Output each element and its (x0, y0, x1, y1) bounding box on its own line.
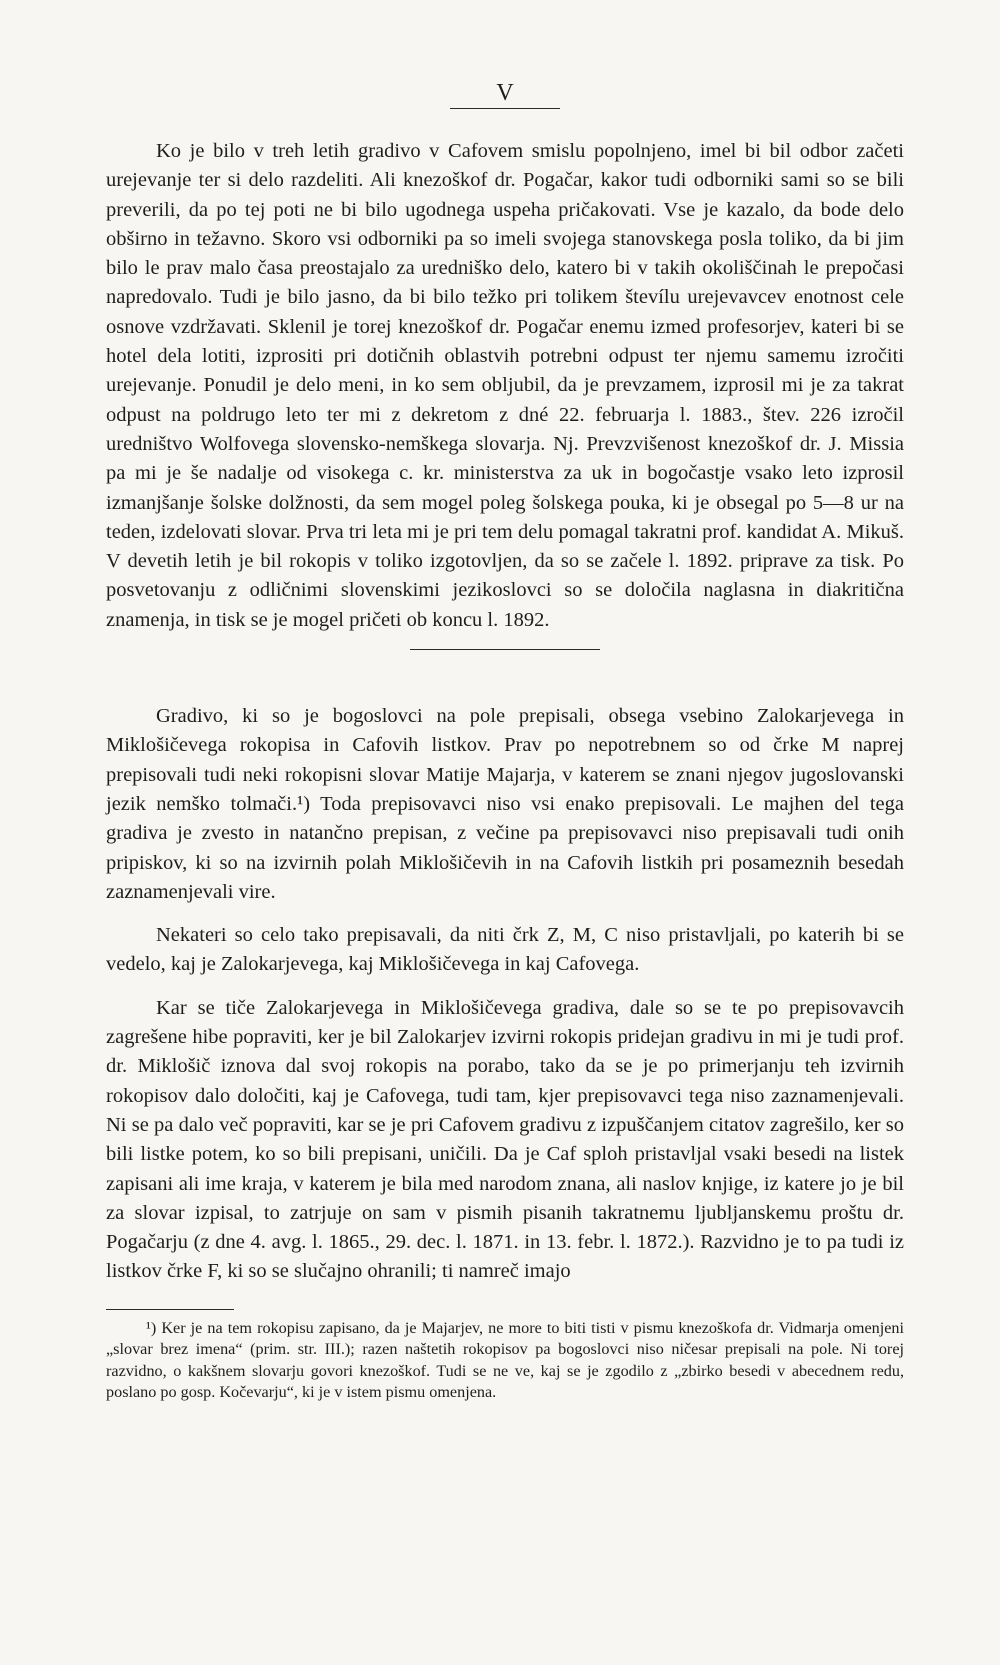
paragraph-spacer (106, 907, 904, 921)
paragraph-copyists-letters: Nekateri so celo tako prepisavali, da niti črk Z, M, C niso pristavljali, po katerih bi se vedelo, kaj je Zalokarjevega, kaj Miklošičevega in kaj Cafovega. (106, 924, 904, 976)
page-number: V (496, 80, 514, 106)
paragraph-material-content: Gradivo, ki so je bogoslovci na pole prepisali, obsega vsebino Zalokarjevega in Miklošičevega rokopisa in Cafovih listkov. Prav po nepotrebnem so od črke M naprej prepisovali tudi neki rokopisni slovar Matije Majarja, v katerem se znani njegov jugoslovanski jezik nemško tolmači.¹) Toda prepisovavci niso vsi enako prepisovali. Le majhen del tega gradiva je zvesto in natančno prepisan, z večine pa prepisovavci niso prepisavali tudi onih pripiskov, ki so na izvirnih polah Miklošičevih in na Cafovih listkih pri posameznih besedah zaznamenjevali vire. (106, 705, 904, 903)
paragraph-spacer (106, 980, 904, 994)
paragraph-editorial-history: Ko je bilo v treh letih gradivo v Cafovem smislu popolnjeno, imel bi bil odbor začeti urejevanje ter si delo razdeliti. Ali knezoškof dr. Pogačar, kakor tudi odborniki sami so se bili preverili, da po tej poti ne bi bilo ugodnega uspeha pričakovati. Vse je kazalo, da bode delo obširno in težavno. Skoro vsi odborniki pa so imeli svojega stanovskega posla toliko, da bi jim bilo le prav malo časa preostajalo za uredniško delo, katero bi v takih okoliščinah le prepočasi napredovalo. Tudi je bilo jasno, da bi bilo težko pri tolikem števílu urejevavcev enotnost cele osnove vzdržavati. Sklenil je torej knezoškof dr. Pogačar enemu izmed profesorjev, kateri bi se hotel dela lotiti, izprositi pri dotičnih oblastvih potrebni odpust ter njemu samemu izročiti urejevanje. Ponudil je delo meni, in ko sem obljubil, da je prevzamem, izprosil mi je za takrat odpust na poldrugo leto ter mi z dekretom z dné 22. februarja l. 1883., štev. 226 izročil uredništvo Wolfovega slovensko-nemškega slovarja. Nj. Prevzvišenost knezoškof dr. J. Missia pa mi je še nadalje od visokega c. kr. ministerstva za uk in bogočastje vsako leto izprosil izmanjšanje šolske dolžnosti, da sem mogel poleg šolskega pouka, ki je obsegal po 5—8 ur na teden, izdelovati slovar. Prva tri leta mi je pri tem delu pomagal takratni prof. kandidat A. Mikuš. V devetih letih je bil rokopis v toliko izgotovljen, da so se začele l. 1892. priprave za tisk. Po posvetovanju z odličnimi slovenskimi jezikoslovci so se določila naglasna in diakritična znamenja, in tisk se je mogel pričeti ob koncu l. 1892. (106, 140, 904, 631)
footnote: ¹) Ker je na tem rokopisu zapisano, da je Majarjev, ne more to biti tisti v pismu knezoškofa dr. Vidmarja omenjeni „slovar brez imena“ (prim. str. III.); razen naštetih rokopisov pa bogoslovci niso ničesar prepisali na pole. Ni torej razvidno, o kakšnem slovarju govori knezoškof. Tudi se ne ve, kaj se je zgodilo z „zbirko besedi v abecednem redu, poslano po gosp. Kočevarju“, ki je v istem pismu omenjena. (106, 1318, 904, 1402)
paragraph-corrections: Kar se tiče Zalokarjevega in Miklošičevega gradiva, dale so se te po prepisovavcih zagrešene hibe popraviti, ker je bil Zalokarjev izvirni rokopis pridejan gradivu in mi je tudi prof. dr. Miklošič iznova dal svoj rokopis na porabo, tako da se je po primerjanju teh izvirnih rokopisov dalo določiti, kaj je Cafovega, tudi tam, kjer prepisovavci tega niso zaznamenjevali. Ni se pa dalo več popraviti, kar se je pri Cafovem gradivu z izpuščanjem citatov zagrešilo, ker so bili listke potem, ko so bili prepisani, uničili. Da je Caf sploh pristavljal vsaki besedi na listek zapisani ali ime kraja, v katerem je bila med narodom znana, ali naslov knjige, iz katere jo je bil za slovar izpisal, to zatrjuje on sam v pismih pisanih takratnemu ljubljanskemu proštu dr. Pogačarju (z dne 4. avg. l. 1865., 29. dec. l. 1871. in 13. febr. l. 1872.). Razvidno je to pa tudi iz listkov črke F, ki so se slučajno ohranili; ti namreč imajo (106, 996, 904, 1283)
footnote-rule (106, 1309, 234, 1310)
page-number-rule (450, 108, 560, 109)
section-divider (410, 649, 600, 650)
